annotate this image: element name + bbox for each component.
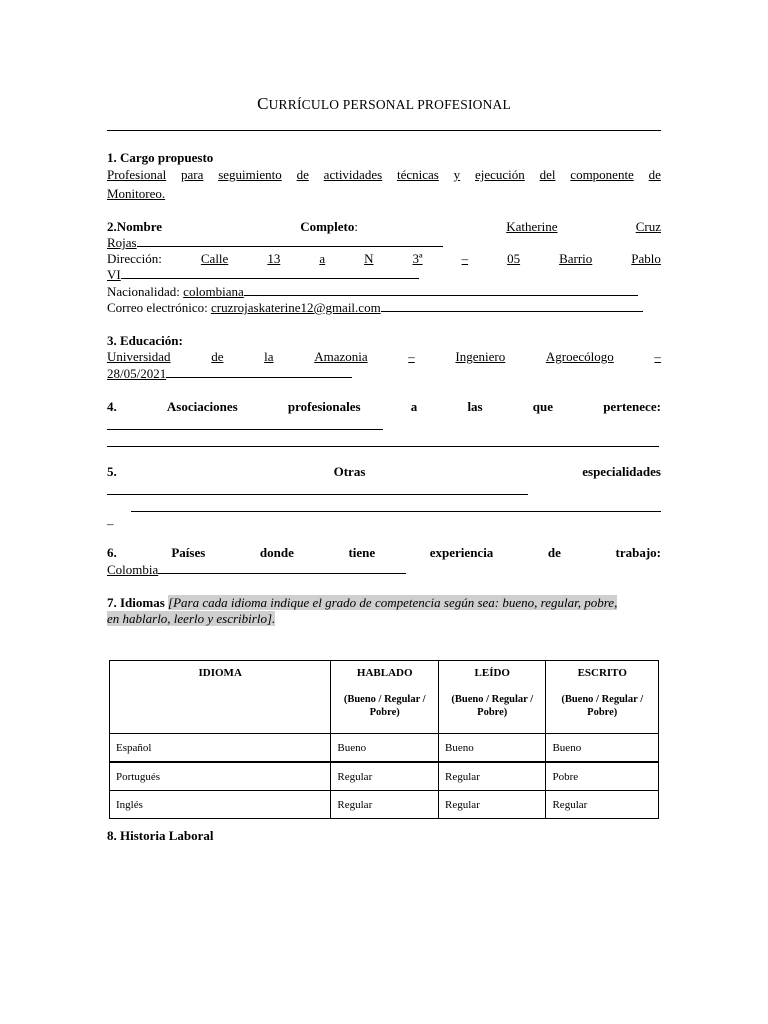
table-cell: Español bbox=[110, 734, 331, 763]
header-sub: (Bueno / Regular / Pobre) bbox=[343, 694, 426, 718]
word: donde bbox=[259, 545, 294, 560]
word: Ingeniero bbox=[455, 349, 506, 364]
language-table bbox=[109, 660, 659, 819]
direccion-word: 3ª bbox=[412, 251, 423, 266]
document-title bbox=[107, 94, 661, 114]
word: de bbox=[211, 349, 224, 364]
name-middle: Cruz bbox=[635, 219, 661, 234]
word: de bbox=[648, 167, 661, 182]
direccion-word: Barrio bbox=[559, 251, 593, 266]
word: Universidad bbox=[107, 349, 171, 364]
table-cell: Regular bbox=[331, 791, 439, 819]
direccion-label: Dirección: bbox=[107, 251, 162, 266]
direccion-word: 05 bbox=[507, 251, 521, 266]
word: y bbox=[453, 167, 461, 182]
section-4-blank-2 bbox=[107, 446, 659, 447]
header-title: ESCRITO bbox=[577, 667, 627, 679]
word: técnicas bbox=[396, 167, 439, 182]
word: seguimiento bbox=[218, 167, 282, 182]
direccion-word: N bbox=[364, 251, 374, 266]
direccion-word: a bbox=[319, 251, 326, 266]
word: Países bbox=[171, 545, 206, 560]
table-cell: Regular bbox=[439, 791, 546, 819]
section-3-line1 bbox=[107, 349, 661, 365]
section-8-heading: 8. Historia Laboral bbox=[107, 828, 214, 843]
word: Otras bbox=[333, 464, 366, 479]
table-cell: Bueno bbox=[439, 734, 546, 763]
word: 5. bbox=[107, 464, 117, 479]
section-7-note: [Para cada idioma indique el grado de competencia según sea: bueno, regular, pobre, bbox=[168, 595, 618, 610]
header-hablado bbox=[331, 661, 439, 734]
correo-line bbox=[107, 300, 661, 316]
section-1-text-line1 bbox=[107, 167, 661, 183]
header-title: LEÍDO bbox=[474, 667, 510, 679]
table-cell: Portugués bbox=[110, 762, 331, 791]
correo-value: cruzrojaskaterine12@gmail.com bbox=[210, 300, 381, 315]
table-cell: Regular bbox=[439, 762, 546, 791]
table-cell: Pobre bbox=[546, 762, 659, 791]
direccion-word: Pablo bbox=[631, 251, 661, 266]
section-3-line2 bbox=[107, 366, 367, 382]
title-rest: URRÍCULO PERSONAL PROFESIONAL bbox=[268, 97, 511, 112]
word: las bbox=[467, 399, 483, 414]
table-row bbox=[110, 791, 659, 819]
word: especialidades bbox=[582, 464, 661, 479]
word: 6. bbox=[107, 545, 117, 560]
direccion-end: VI bbox=[107, 267, 121, 282]
word: Agroecólogo bbox=[545, 349, 614, 364]
word: del bbox=[539, 167, 556, 182]
nombre-label: 2.Nombre bbox=[107, 219, 163, 234]
word: pertenece: bbox=[603, 399, 661, 414]
header-sub: (Bueno / Regular / Pobre) bbox=[451, 694, 534, 718]
direccion-line bbox=[107, 251, 661, 267]
word: 4. bbox=[107, 399, 117, 414]
section-1-heading: 1. Cargo propuesto bbox=[107, 150, 214, 165]
header-title: HABLADO bbox=[356, 667, 413, 679]
word: actividades bbox=[323, 167, 383, 182]
word: de bbox=[296, 167, 309, 182]
word: – bbox=[654, 349, 661, 364]
table-cell: Inglés bbox=[110, 791, 331, 819]
section-2-name-line bbox=[107, 219, 661, 235]
word: – bbox=[408, 349, 415, 364]
table-row bbox=[110, 762, 659, 791]
title-initial: C bbox=[257, 94, 269, 113]
nacionalidad-label: Nacionalidad: bbox=[107, 284, 180, 299]
section-7-heading: 7. Idiomas bbox=[107, 595, 165, 610]
word: que bbox=[532, 399, 554, 414]
experience-country: Colombia bbox=[107, 562, 159, 577]
direccion-end-line bbox=[107, 267, 427, 283]
section-7-note-cont: en hablarlo, leerlo y escribirlo]. bbox=[107, 611, 276, 626]
section-4-heading bbox=[107, 399, 661, 415]
completo-colon: : bbox=[354, 219, 359, 234]
section-7-line2 bbox=[107, 611, 661, 627]
word: Asociaciones bbox=[166, 399, 238, 414]
word: trabajo: bbox=[615, 545, 661, 560]
completo-label: Completo bbox=[300, 219, 355, 234]
word: a bbox=[410, 399, 418, 414]
section-5-blank-1 bbox=[107, 494, 528, 495]
table-header-row bbox=[110, 661, 659, 734]
word: tiene bbox=[348, 545, 376, 560]
correo-label: Correo electrónico: bbox=[107, 300, 208, 315]
direccion-word: Calle bbox=[200, 251, 229, 266]
table-row bbox=[110, 734, 659, 763]
word: profesionales bbox=[287, 399, 361, 414]
education-date: 28/05/2021 bbox=[107, 366, 167, 381]
table-cell: Bueno bbox=[331, 734, 439, 763]
nacionalidad-line bbox=[107, 284, 661, 300]
section-5-dash: – bbox=[107, 516, 114, 531]
name-last-line bbox=[107, 235, 457, 251]
word: ejecución bbox=[474, 167, 525, 182]
word: componente bbox=[570, 167, 634, 182]
section-6-heading bbox=[107, 545, 661, 561]
title-rule bbox=[107, 130, 661, 131]
header-title: IDIOMA bbox=[198, 667, 242, 679]
direccion-word: 13 bbox=[267, 251, 281, 266]
section-5-heading bbox=[107, 464, 661, 480]
section-1-text-line2: Monitoreo. bbox=[107, 186, 166, 201]
name-last: Rojas bbox=[107, 235, 137, 250]
table-cell: Bueno bbox=[546, 734, 659, 763]
section-6-value-line bbox=[107, 562, 417, 578]
table-cell: Regular bbox=[331, 762, 439, 791]
word: experiencia bbox=[429, 545, 494, 560]
name-first: Katherine bbox=[506, 219, 558, 234]
section-7-line1 bbox=[107, 595, 661, 611]
word: Profesional bbox=[107, 167, 167, 182]
word: Amazonia bbox=[314, 349, 368, 364]
nacionalidad-value: colombiana bbox=[183, 284, 244, 299]
header-idioma bbox=[110, 661, 331, 734]
direccion-word: – bbox=[461, 251, 469, 266]
section-3-heading: 3. Educación: bbox=[107, 333, 183, 348]
section-4-blank-1 bbox=[107, 429, 383, 430]
table-cell: Regular bbox=[546, 791, 659, 819]
word: de bbox=[547, 545, 561, 560]
header-leido bbox=[439, 661, 546, 734]
word: para bbox=[181, 167, 204, 182]
header-sub: (Bueno / Regular / Pobre) bbox=[561, 694, 644, 718]
header-escrito bbox=[546, 661, 659, 734]
word: la bbox=[264, 349, 274, 364]
section-5-blank-2 bbox=[131, 511, 661, 512]
